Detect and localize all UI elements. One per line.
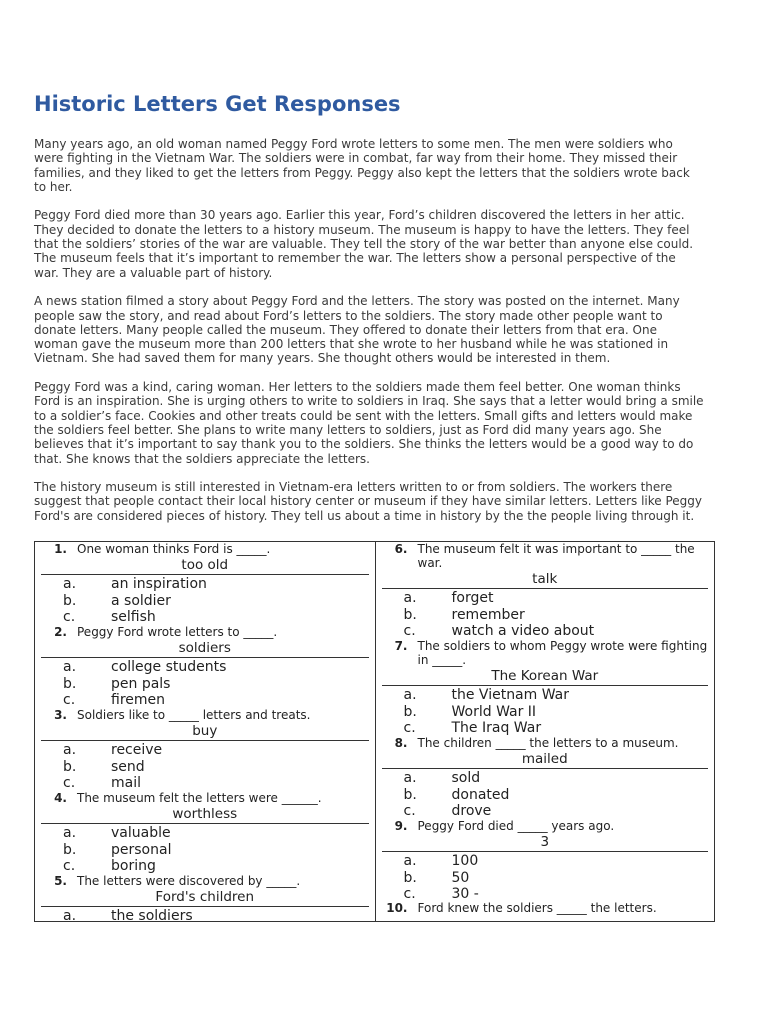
question-number: 3. <box>54 708 67 722</box>
option-c[interactable]: c. 30 - <box>403 886 479 902</box>
option-a[interactable]: a. college students <box>63 659 227 675</box>
option-c[interactable]: c. drove <box>403 803 492 819</box>
option-c[interactable]: c. The Iraq War <box>403 720 542 736</box>
option-a[interactable]: a. valuable <box>63 825 171 841</box>
quiz-column-right <box>376 542 715 921</box>
option-c[interactable]: c. boring <box>63 858 156 874</box>
answer-field[interactable]: too old <box>41 557 369 575</box>
paragraph-1: Many years ago, an old woman named Peggy Ford wrote letters to some men. The men were soldiers who were fighting in the Vietnam War. The soldiers were in combat, far way from their home. They missed their families, and they liked to get the letters from Peggy. Peggy also kept the letters that the soldiers wrote back to her. <box>34 137 690 194</box>
option-a[interactable]: a. forget <box>403 590 494 606</box>
question-number: 10. <box>386 901 408 915</box>
question-text: The children _____ the letters to a museum. <box>417 736 679 750</box>
story-text <box>34 137 704 537</box>
quiz-column-left <box>35 542 376 924</box>
option-a[interactable]: a. sold <box>403 770 481 786</box>
option-b[interactable]: b. pen pals <box>63 675 171 692</box>
question-text: The museum felt it was important to _____ the war. <box>417 542 695 570</box>
question-2 <box>35 625 375 709</box>
question-10 <box>376 901 715 915</box>
question-text: The soldiers to whom Peggy wrote were fighting in _____. <box>417 639 708 667</box>
option-b[interactable]: b. a soldier <box>63 592 171 609</box>
option-c[interactable]: c. firemen <box>63 692 166 708</box>
question-number: 7. <box>394 639 408 653</box>
paragraph-2: Peggy Ford died more than 30 years ago. Earlier this year, Ford’s children discovered the letters in her attic. They decided to donate the letters to a history museum. The museum is happy to have the letters. They feel that the soldiers’ stories of the war are valuable. They tell the story of the war better than anyone else could. The museum feels that it’s important to remember the war. The letters show a personal perspective of the war. They are a valuable part of history. <box>34 208 694 280</box>
question-text: Peggy Ford wrote letters to _____. <box>77 625 278 639</box>
question-8 <box>376 736 715 820</box>
page-title: Historic Letters Get Responses <box>34 92 401 116</box>
option-c[interactable]: c. selfish <box>63 609 156 625</box>
question-number: 8. <box>394 736 408 750</box>
option-c[interactable]: c. mail <box>63 775 141 791</box>
option-b[interactable]: b. donated <box>403 786 510 803</box>
question-number: 9. <box>394 819 408 833</box>
answer-field[interactable]: soldiers <box>41 640 369 658</box>
question-number: 5. <box>54 874 67 888</box>
answer-field[interactable]: 3 <box>382 834 709 852</box>
question-text: Ford knew the soldiers _____ the letters. <box>417 901 657 915</box>
answer-field[interactable]: worthless <box>41 806 369 824</box>
answer-field[interactable]: The Korean War <box>382 668 709 686</box>
question-5 <box>35 874 375 925</box>
question-text: One woman thinks Ford is _____. <box>77 542 271 556</box>
question-text: Peggy Ford died _____ years ago. <box>417 819 615 833</box>
paragraph-4: Peggy Ford was a kind, caring woman. Her letters to the soldiers made them feel better. One woman thinks Ford is an inspiration. She is urging others to write to soldiers in Iraq. She says that a letter would bring a smile to a soldier’s face. Cookies and other treats could be sent with the letters. Small gifts and letters would make the soldiers feel better. She plans to write many letters to soldiers, just as Ford did many years ago. She believes that it’s important to say thank you to the soldiers. She thinks the letters would be a good way to do that. She knows that the soldiers appreciate the letters. <box>34 380 704 466</box>
option-a[interactable]: a. the Vietnam War <box>403 687 570 703</box>
answer-field[interactable]: Ford's children <box>41 889 369 907</box>
paragraph-5: The history museum is still interested in Vietnam-era letters written to or from soldiers. The workers there suggest that people contact their local history center or museum if they have similar letters. Letters like Peggy Ford's are considered pieces of history. They tell us about a time in history by the the people living through it. <box>34 480 703 523</box>
question-text: Soldiers like to _____ letters and treats. <box>77 708 311 722</box>
option-b[interactable]: b. World War II <box>403 703 537 720</box>
option-a[interactable]: a. 100 <box>403 853 479 869</box>
question-number: 4. <box>54 791 67 805</box>
answer-field[interactable]: talk <box>382 571 709 589</box>
question-3 <box>35 708 375 792</box>
question-9 <box>376 819 715 903</box>
question-number: 2. <box>54 625 67 639</box>
answer-field[interactable]: mailed <box>382 751 709 769</box>
option-a[interactable]: a. receive <box>63 742 163 758</box>
quiz-table <box>34 541 715 922</box>
question-text: The letters were discovered by _____. <box>77 874 301 888</box>
question-text: The museum felt the letters were ______. <box>77 791 322 805</box>
question-6 <box>376 542 715 640</box>
option-c[interactable]: c. watch a video about <box>403 623 595 639</box>
option-a[interactable]: a. an inspiration <box>63 576 207 592</box>
question-4 <box>35 791 375 875</box>
option-b[interactable]: b. send <box>63 758 145 775</box>
option-b[interactable]: b. personal <box>63 841 172 858</box>
paragraph-3: A news station filmed a story about Peggy Ford and the letters. The story was posted on the internet. Many people saw the story, and read about Ford’s letters to the soldiers. The story made other people want to donate letters. Many people called the museum. They offered to donate their letters from that era. One woman gave the museum more than 200 letters that she wrote to her husband while he was stationed in Vietnam. She had saved them for many years. She thought others would be interested in them. <box>34 294 680 366</box>
option-b[interactable]: b. 50 <box>403 869 470 886</box>
option-a[interactable]: a. the soldiers <box>63 908 193 924</box>
answer-field[interactable]: buy <box>41 723 369 741</box>
option-b[interactable]: b. remember <box>403 606 525 623</box>
question-number: 6. <box>394 542 408 556</box>
question-number: 1. <box>54 542 67 556</box>
question-7 <box>376 639 715 737</box>
question-1 <box>35 542 375 626</box>
